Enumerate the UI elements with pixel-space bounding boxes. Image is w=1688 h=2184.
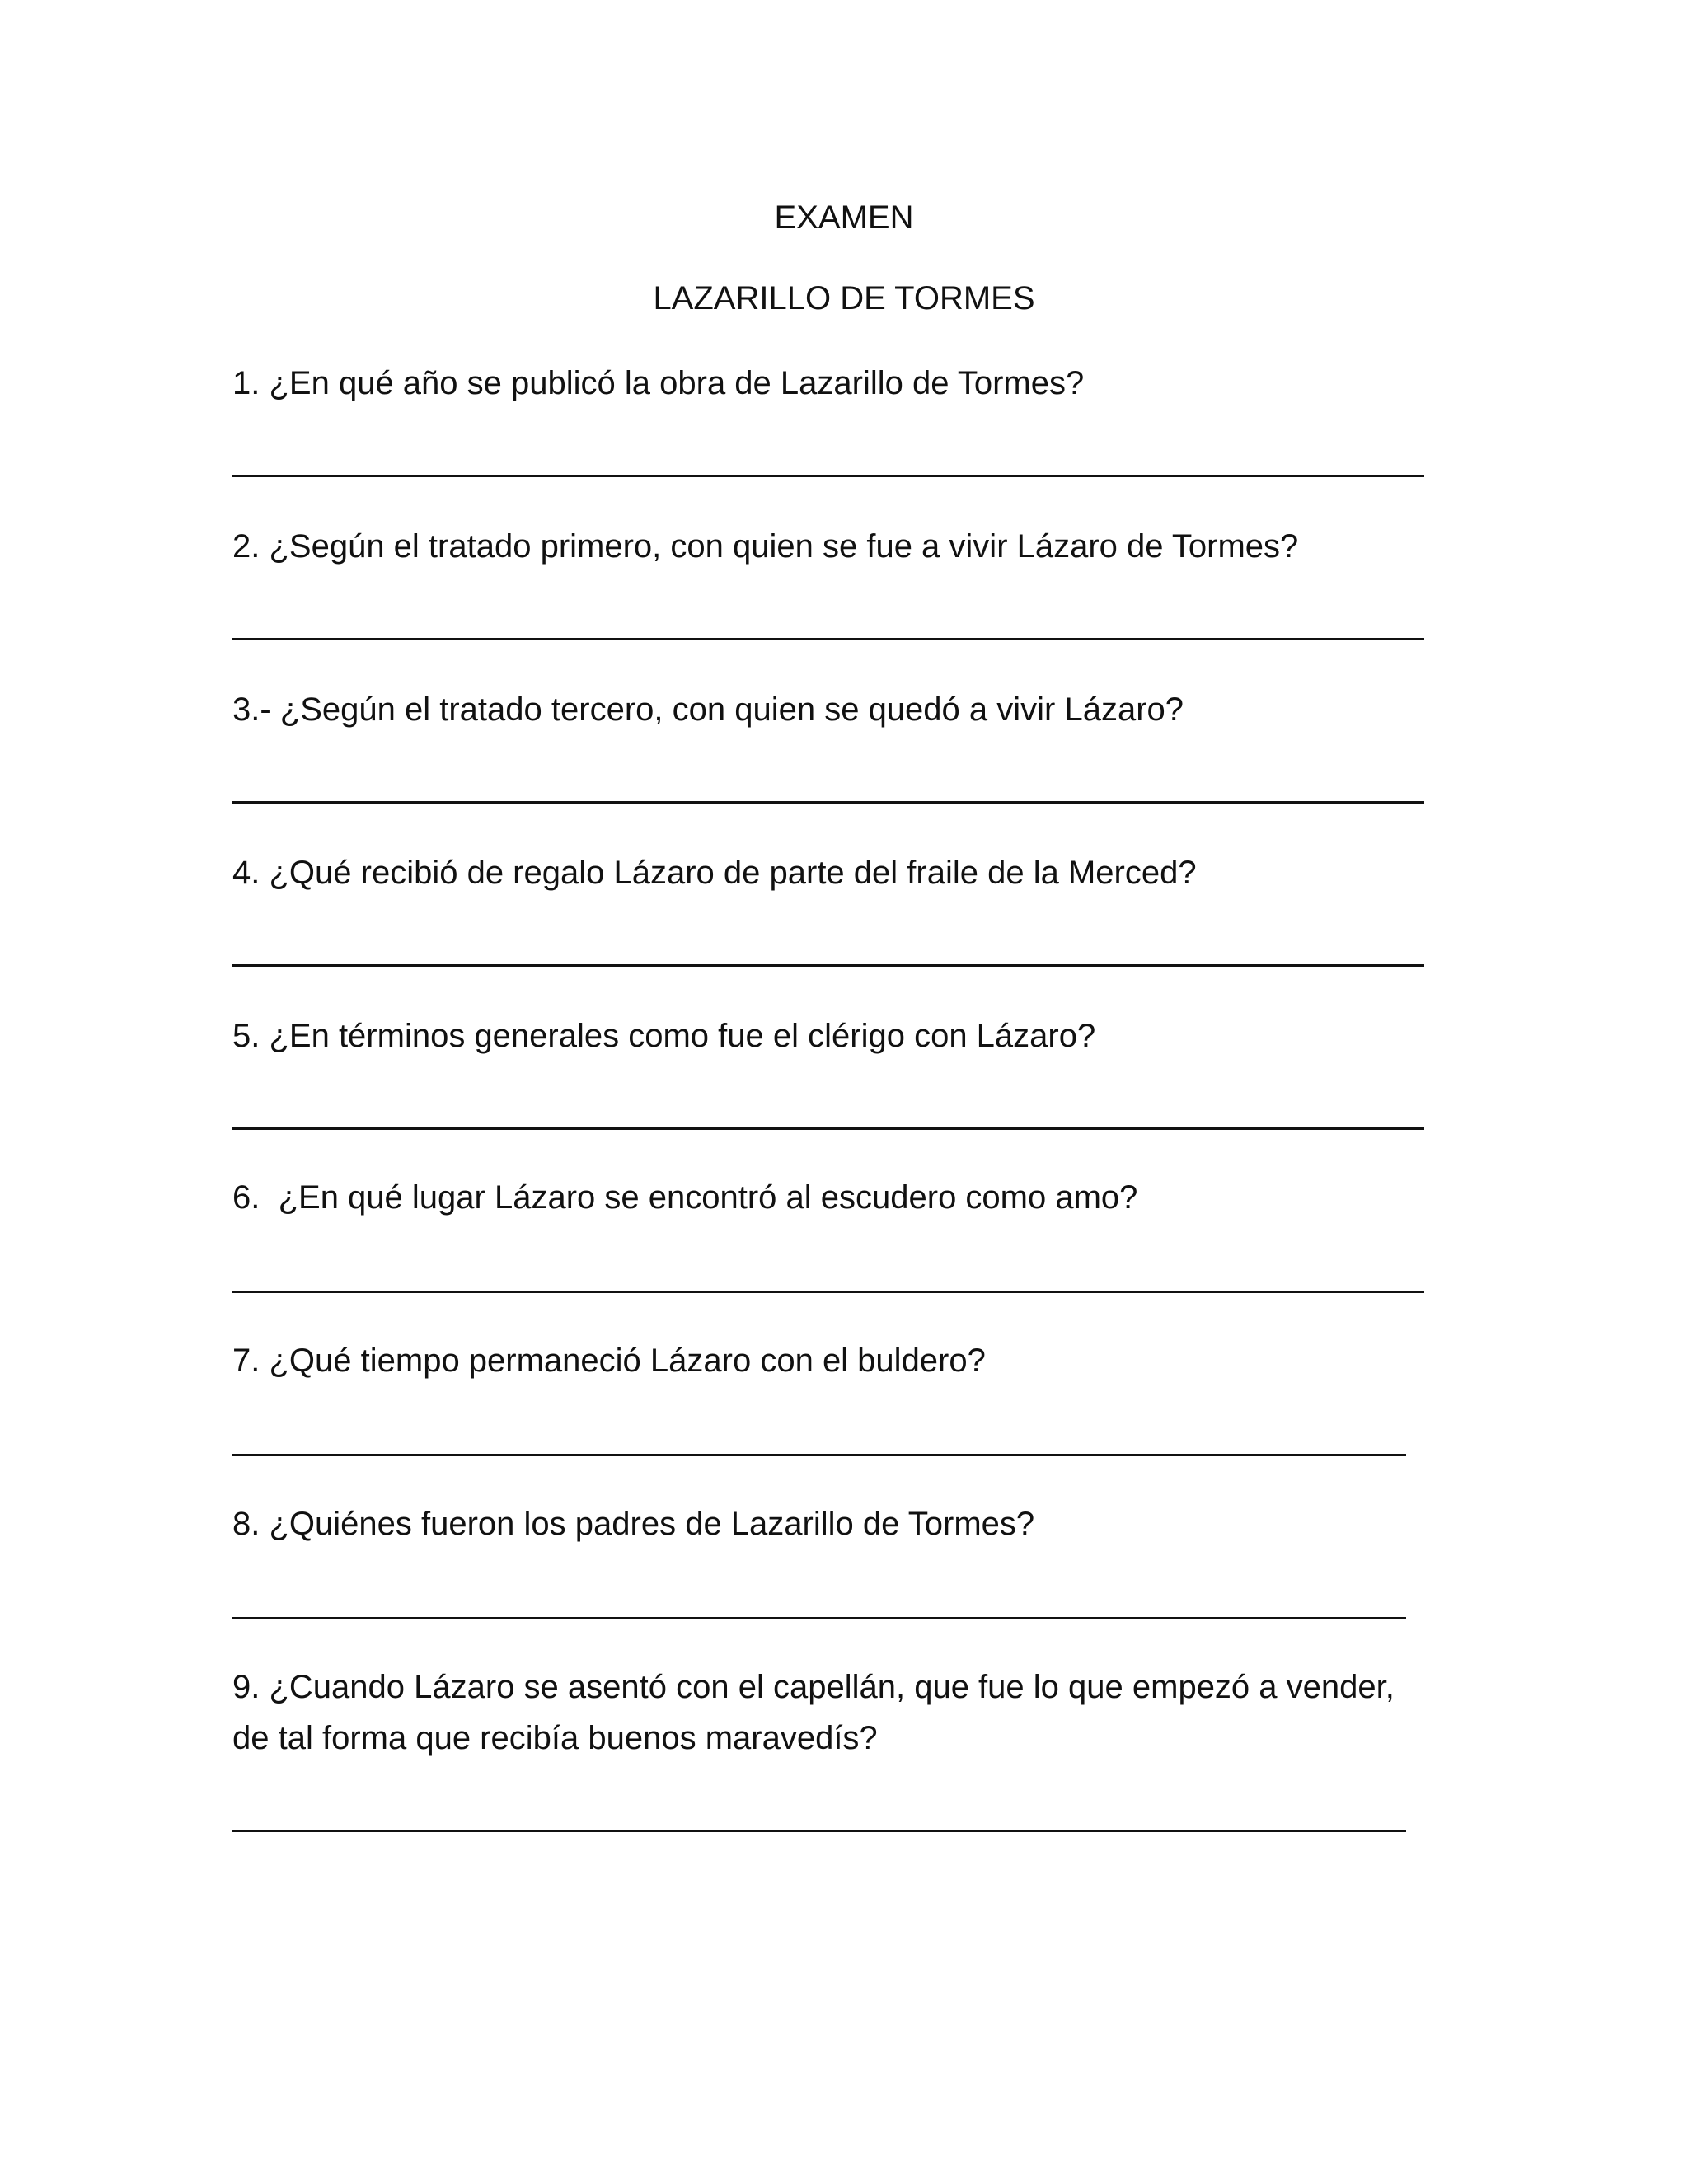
question-9: 9. ¿Cuando Lázaro se asentó con el capellán, que fue lo que empezó a vender, de tal forma que recibía buenos maravedís? bbox=[232, 1669, 1404, 1756]
answer-line-7[interactable] bbox=[232, 1454, 1406, 1456]
question-6: 6. ¿En qué lugar Lázaro se encontró al escudero como amo? bbox=[232, 1179, 1138, 1216]
question-7: 7. ¿Qué tiempo permaneció Lázaro con el buldero? bbox=[232, 1343, 986, 1379]
answer-line-6[interactable] bbox=[232, 1291, 1424, 1293]
answer-line-1[interactable] bbox=[232, 475, 1424, 477]
answer-line-8[interactable] bbox=[232, 1617, 1406, 1619]
question-1: 1. ¿En qué año se publicó la obra de Lazarillo de Tormes? bbox=[232, 365, 1085, 401]
answer-line-9[interactable] bbox=[232, 1830, 1406, 1832]
question-8: 8. ¿Quiénes fueron los padres de Lazarillo de Tormes? bbox=[232, 1506, 1035, 1542]
answer-line-5[interactable] bbox=[232, 1127, 1424, 1130]
answer-line-4[interactable] bbox=[232, 964, 1424, 967]
answer-line-2[interactable] bbox=[232, 638, 1424, 640]
question-5: 5. ¿En términos generales como fue el clérigo con Lázaro? bbox=[232, 1018, 1096, 1054]
answer-line-3[interactable] bbox=[232, 801, 1424, 804]
exam-subtitle: LAZARILLO DE TORMES bbox=[653, 280, 1035, 316]
question-4: 4. ¿Qué recibió de regalo Lázaro de parte del fraile de la Merced? bbox=[232, 855, 1197, 891]
question-2: 2. ¿Según el tratado primero, con quien se fue a vivir Lázaro de Tormes? bbox=[232, 528, 1299, 565]
question-3: 3.- ¿Según el tratado tercero, con quien se quedó a vivir Lázaro? bbox=[232, 691, 1184, 728]
exam-title: EXAMEN bbox=[774, 199, 914, 236]
